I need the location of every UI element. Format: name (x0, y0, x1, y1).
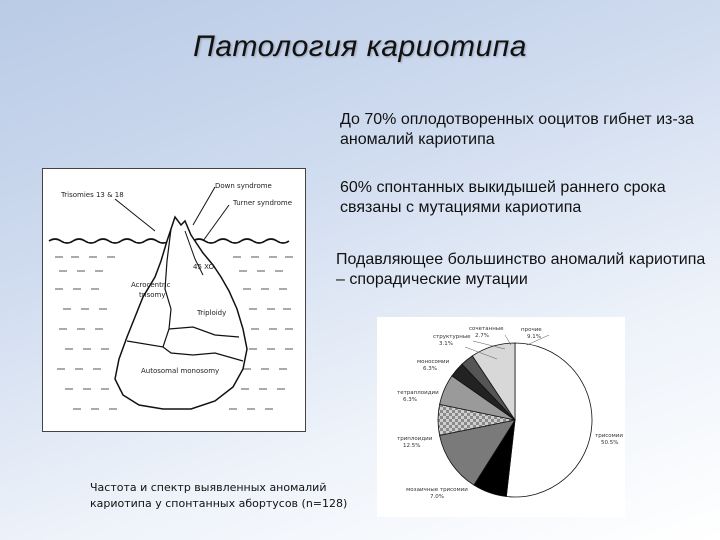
label-45xo: 45 XO (193, 263, 214, 271)
label-down-syndrome: Down syndrome (215, 182, 272, 190)
pie-label-name-4: тетраплоидии (397, 390, 439, 396)
label-trisomies: Trisomies 13 & 18 (61, 191, 124, 199)
label-trisomy: trisomy (139, 291, 166, 299)
pie-label-value-7: 2.7% (475, 333, 489, 339)
pie-label-name-1: трисомии (595, 433, 623, 439)
pie-label-name-3: триплоидии (397, 436, 433, 442)
pie-label-name-8: прочие (521, 327, 542, 333)
pie-label-value-1: 50.5% (601, 440, 619, 446)
slide-title: Патология кариотипа (193, 30, 527, 63)
pie-label-name-2: мозаичные трисомии (406, 487, 468, 493)
pie-label-name-6: структурные (433, 334, 471, 340)
pie-label-name-7: сочетанные (469, 326, 504, 332)
pie-label-value-4: 6.3% (403, 397, 417, 403)
bullet-oocytes: До 70% оплодотворенных ооцитов гибнет из-за аномалий кариотипа (340, 111, 694, 148)
pie-label-value-5: 6.3% (423, 366, 437, 372)
bullet-miscarriages: 60% спонтанных выкидышей раннего срока связаны с мутациями кариотипа (340, 179, 666, 216)
label-triploidy: Triploidy (197, 309, 227, 317)
pie-chart-panel (377, 317, 625, 517)
iceberg-svg (43, 169, 305, 431)
pie-label-value-2: 7.0% (430, 494, 444, 500)
iceberg-outline (115, 217, 247, 409)
label-acrocentric: Acrocentric (131, 281, 171, 289)
pie-slice-1 (506, 343, 592, 497)
bullet-sporadic: Подавляющее большинство аномалий кариотипа – спорадические мутации (336, 251, 706, 288)
chart-caption: Частота и спектр выявленных аномалий кариотипа у спонтанных абортусов (n=128) (90, 481, 348, 510)
label-turner-syndrome: Turner syndrome (233, 199, 293, 207)
pie-label-name-5: моносомии (417, 359, 450, 365)
pie-label-value-6: 3.1% (439, 341, 453, 347)
pie-label-value-8: 9.1% (527, 334, 541, 340)
pie-chart (377, 317, 625, 517)
label-autosomal-monosomy: Autosomal monosomy (141, 367, 220, 375)
pie-label-value-3: 12.5% (403, 443, 421, 449)
iceberg-diagram (42, 168, 306, 432)
